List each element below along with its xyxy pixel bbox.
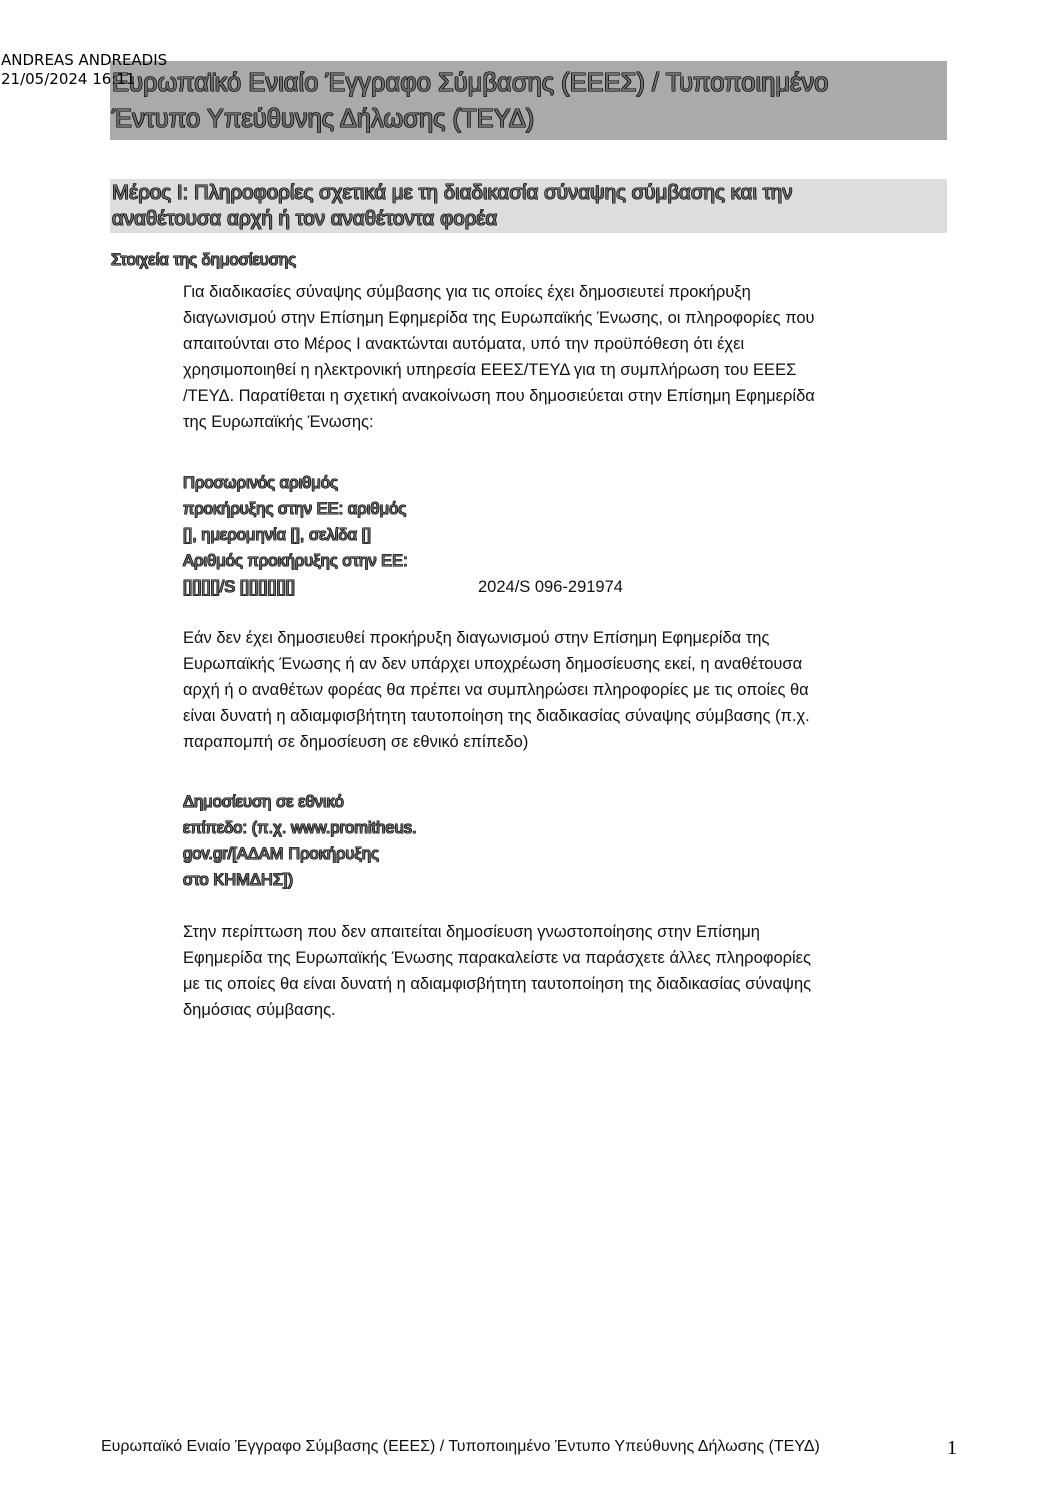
document-title-line: Ευρωπαϊκό Ενιαίο Έγγραφο Σύμβασης (ΕΕΕΣ) / Τυποποιημένο xyxy=(112,69,829,97)
paragraph-line: Εάν δεν έχει δημοσιευθεί προκήρυξη διαγωνισμού στην Επίσημη Εφημερίδα της xyxy=(183,629,770,647)
paragraph-line: με τις οποίες θα είναι δυνατή η αδιαμφισβήτητη ταυτοποίηση της διαδικασίας σύναψης xyxy=(183,975,812,993)
part-heading xyxy=(110,179,947,233)
label-line: [], ημερομηνία [], σελίδα [] xyxy=(183,526,371,544)
paragraph-line: Ευρωπαϊκής Ένωσης ή αν δεν υπάρχει υποχρέωση δημοσίευσης εκεί, η αναθέτουσα xyxy=(183,655,803,673)
document-title-line: Έντυπο Υπεύθυνης Δήλωσης (ΤΕΥΔ) xyxy=(112,105,535,133)
paragraph-line: διαγωνισμού στην Επίσημη Εφημερίδα της Ευρωπαϊκής Ένωσης, οι πληροφορίες που xyxy=(183,309,815,327)
national-publication-label xyxy=(183,789,473,893)
label-line: Προσωρινός αριθμός xyxy=(183,474,338,492)
signature-datetime: 21/05/2024 16:11 xyxy=(1,70,136,88)
label-line: gov.gr/[ΑΔΑΜ Προκήρυξης xyxy=(183,845,379,863)
part-heading-line: Μέρος Ι: Πληροφορίες σχετικά με τη διαδικασία σύναψης σύμβασης και την xyxy=(112,181,793,204)
section-heading: Στοιχεία της δημοσίευσης xyxy=(111,251,297,269)
page-footer: Ευρωπαϊκό Ενιαίο Έγγραφο Σύμβασης (ΕΕΕΣ) / Τυποποιημένο Έντυπο Υπεύθυνης Δήλωσης (ΤΕΥΔ) xyxy=(101,1438,820,1455)
label-line: Αριθμός προκήρυξης στην ΕΕ: xyxy=(183,552,408,570)
label-line: Δημοσίευση σε εθνικό xyxy=(183,793,344,811)
signer-name: ANDREAS ANDREADIS xyxy=(1,51,168,69)
page-number: 1 xyxy=(947,1437,957,1459)
paragraph-line: της Ευρωπαϊκής Ένωσης: xyxy=(183,413,374,431)
paragraph-line: είναι δυνατή η αδιαμφισβήτητη ταυτοποίηση της διαδικασίας σύναψης σύμβασης (π.χ. xyxy=(183,707,810,725)
national-publication-paragraph xyxy=(183,625,943,755)
label-line: [][][][]/S [][][][][][] xyxy=(183,578,295,596)
notice-number-label xyxy=(183,470,473,600)
label-line: στο ΚΗΜΔΗΣ]) xyxy=(183,871,294,889)
digital-signature-stamp xyxy=(1,51,167,89)
paragraph-line: Εφημερίδα της Ευρωπαϊκής Ένωσης παρακαλείστε να παράσχετε άλλες πληροφορίες xyxy=(183,949,811,967)
paragraph-line: Για διαδικασίες σύναψης σύμβασης για τις οποίες έχει δημοσιευτεί προκήρυξη xyxy=(183,283,751,301)
notice-number-value: 2024/S 096-291974 xyxy=(478,578,623,596)
paragraph-line: παραπομπή σε δημοσίευση σε εθνικό επίπεδο) xyxy=(183,733,529,751)
closing-paragraph xyxy=(183,919,943,1023)
label-line: προκήρυξης στην ΕΕ: αριθμός xyxy=(183,500,407,518)
document-title xyxy=(110,61,947,140)
paragraph-line: χρησιμοποιηθεί η ηλεκτρονική υπηρεσία ΕΕΕΣ/ΤΕΥΔ για τη συμπλήρωση του ΕΕΕΣ xyxy=(183,361,797,379)
paragraph-line: Στην περίπτωση που δεν απαιτείται δημοσίευση γνωστοποίησης στην Επίσημη xyxy=(183,923,760,941)
paragraph-line: απαιτούνται στο Μέρος I ανακτώνται αυτόματα, υπό την προϋπόθεση ότι έχει xyxy=(183,335,745,353)
label-line: επίπεδο: (π.χ. www.promitheus. xyxy=(183,819,417,837)
paragraph-line: αρχή ή ο αναθέτων φορέας θα πρέπει να συμπληρώσει πληροφορίες με τις οποίες θα xyxy=(183,681,809,699)
paragraph-line: δημόσιας σύμβασης. xyxy=(183,1001,336,1019)
intro-paragraph xyxy=(183,279,943,435)
part-heading-line: αναθέτουσα αρχή ή τον αναθέτοντα φορέα xyxy=(112,207,498,230)
paragraph-line: /ΤΕΥΔ. Παρατίθεται η σχετική ανακοίνωση που δημοσιεύεται στην Επίσημη Εφημερίδα xyxy=(183,387,815,405)
